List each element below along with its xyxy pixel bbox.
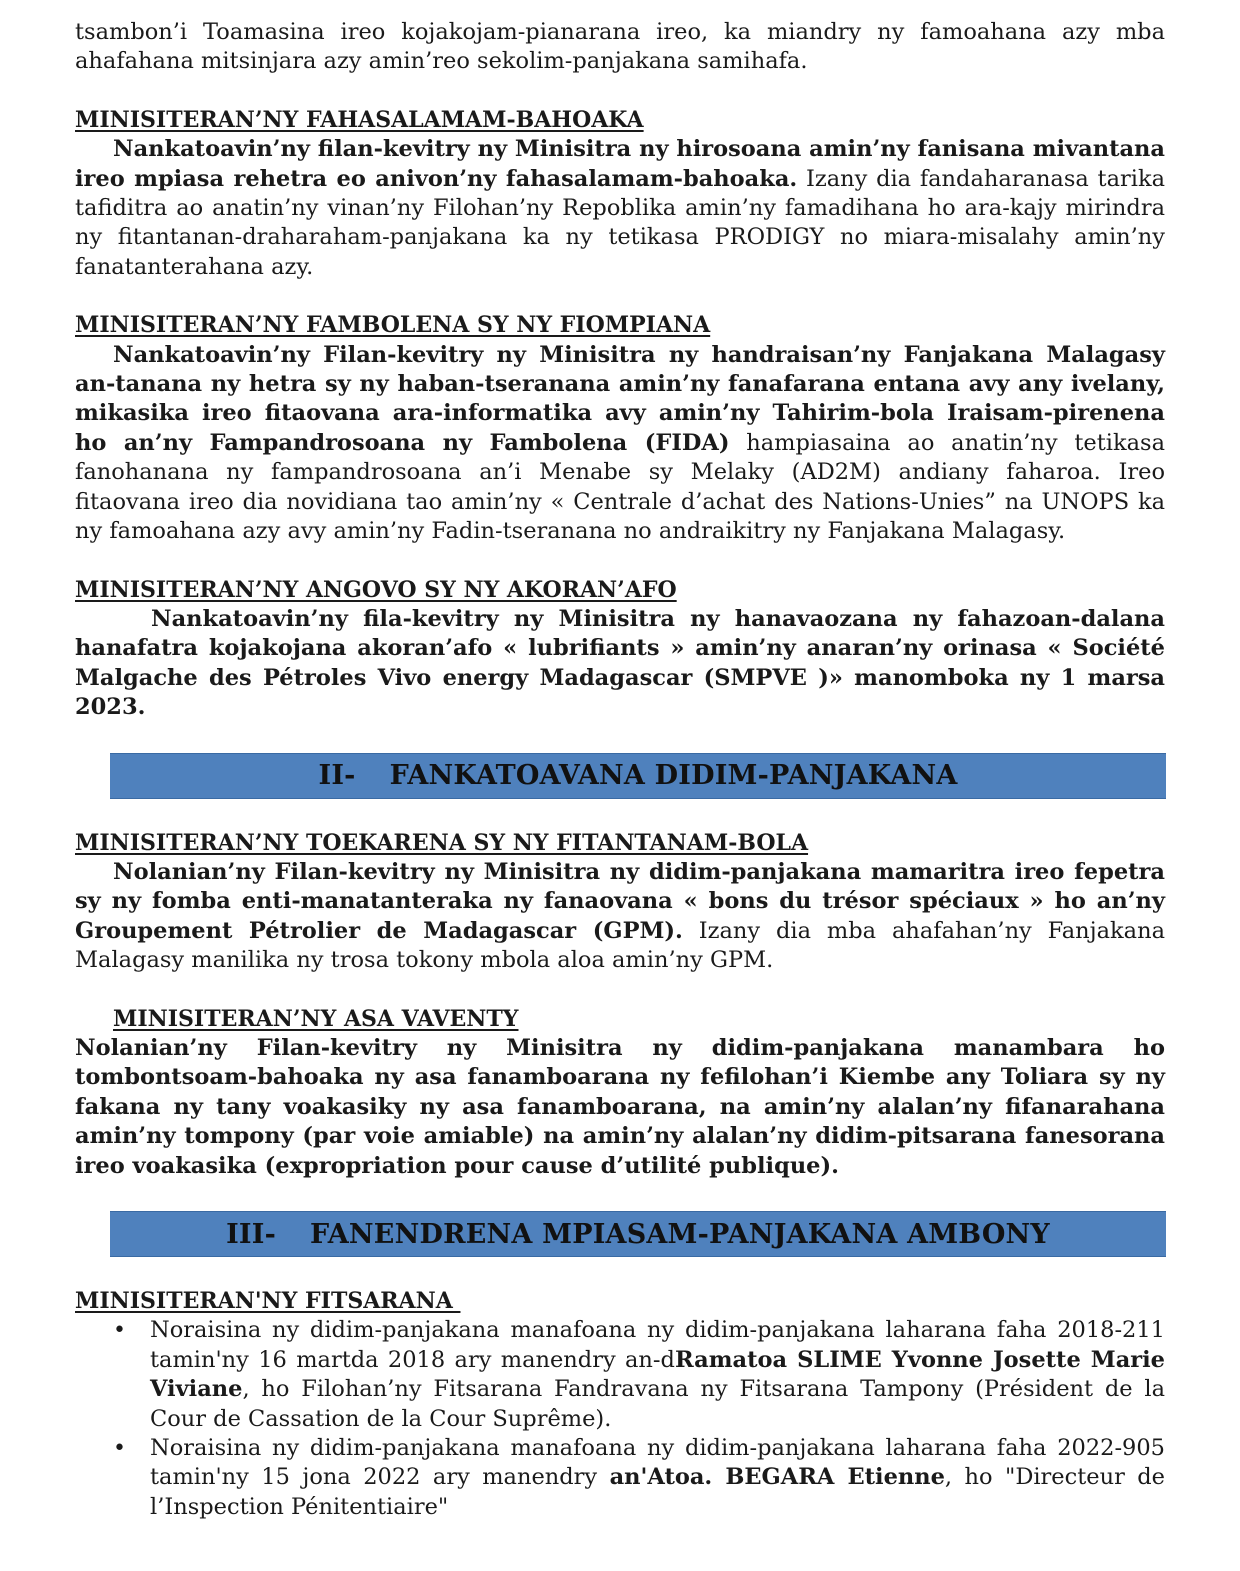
paragraph-public-works: Nolanian’ny Filan-kevitry ny Minisitra ny didim-panjakana manambara ho tombontsoam-bahoaka ny asa fanamboarana ny fefilohan’i Kiembe any Toliara sy ny fakana ny tany voakasiky ny asa fanamboarana, na amin’ny alalan’ny fifanarahana amin’ny tompony (par voie amiable) na amin’ny alalan’ny didim-pitsarana fanesorana ireo voakasika (expropriation pour cause d’utilité publique). xyxy=(75,1034,1165,1179)
section-banner-appointments xyxy=(110,1211,1166,1257)
list-item xyxy=(75,1316,1165,1434)
section-heading-energy: MINISITERAN’NY ANGOVO SY NY AKORAN’AFO xyxy=(75,576,677,603)
intro-paragraph: tsambon’i Toamasina ireo kojakojam-pianarana ireo, ka miandry ny famoahana azy mba ahafahana mitsinjara azy amin’reo sekolim-panjakana samihafa. xyxy=(75,19,1165,75)
paragraph-health-text: Izany dia fandaharanasa tarika tafiditra ao anatin’ny vinan’ny Filohan’ny Repoblika amin’ny famadihana ho ara-kajy mirindra ny fitantanan-draharaham-panjakana ka ny tetikasa PRODIGY no miara-misalahy amin’ny fanatanterahana azy. xyxy=(75,165,1165,280)
paragraph-finance-bold: Nolanian’ny Filan-kevitry ny Minisitra ny didim-panjakana mamaritra ireo fepetra sy ny fomba enti-manatanteraka ny fanaovana « bons du trésor spéciaux » ho an’ny Groupement Pétrolier de Madagascar (GPM). xyxy=(75,858,1165,944)
paragraph-finance xyxy=(75,858,1165,976)
list-item-text xyxy=(150,1434,1165,1522)
list-item-name: Ramatoa SLIME Yvonne Josette Marie Viviane xyxy=(150,1346,1165,1403)
banner-number: II- xyxy=(318,760,356,792)
bullet-icon: • xyxy=(113,1436,126,1462)
bullet-icon: • xyxy=(113,1318,126,1344)
banner-title: FANENDRENA MPIASAM-PANJAKANA AMBONY xyxy=(309,1218,1050,1250)
paragraph-agriculture-bold: Nankatoavin’ny Filan-kevitry ny Minisitra ny handraisan’ny Fanjakana Malagasy an-tanana ny hetra sy ny haban-tseranana amin’ny fanafarana entana avy any ivelany, mikasika ireo fitaovana ara-informatika avy amin’ny Tahirim-bola Iraisam-pirenena ho an’ny Fampandrosoana ny Fambolena (FIDA) xyxy=(75,341,1165,456)
document-page xyxy=(75,18,1165,1522)
section-heading-public-works: MINISITERAN’NY ASA VAVENTY xyxy=(113,1005,519,1032)
section-heading-justice: MINISITERAN'NY FITSARANA xyxy=(75,1288,461,1314)
list-item-name: an'Atoa. BEGARA Etienne xyxy=(609,1464,945,1491)
list-item-pre: Noraisina ny didim-panjakana manafoana ny didim-panjakana laharana faha 2018-211 tamin'ny 16 martda 2018 ary manendry an-d xyxy=(150,1317,1165,1373)
paragraph-health xyxy=(75,135,1165,282)
list-item-post: , ho Filohan’ny Fitsarana Fandravana ny Fitsarana Tampony (Président de la Cour de Cassation de la Cour Suprême). xyxy=(150,1376,1165,1432)
list-item xyxy=(75,1434,1165,1522)
section-heading-agriculture: MINISITERAN’NY FAMBOLENA SY NY FIOMPIANA xyxy=(75,312,711,339)
section-heading-finance: MINISITERAN’NY TOEKARENA SY NY FITANTANAM-BOLA xyxy=(75,829,809,856)
list-item-post: , ho "Directeur de l’Inspection Pénitentiaire" xyxy=(150,1464,1165,1520)
list-item-text xyxy=(150,1316,1165,1434)
paragraph-energy: Nankatoavin’ny fila-kevitry ny Minisitra ny hanavaozana ny fahazoan-dalana hanafatra kojakojana akoran’afo « lubrifiants » amin’ny anaran’ny orinasa « Société Malgache des Pétroles Vivo energy Madagascar (SMPVE )» manomboka ny 1 marsa 2023. xyxy=(75,605,1165,721)
banner-number: III- xyxy=(226,1218,276,1250)
appointment-list xyxy=(75,1316,1165,1522)
banner-title: FANKATOAVANA DIDIM-PANJAKANA xyxy=(389,760,958,792)
section-banner-decrees xyxy=(110,753,1166,799)
list-item-pre: Noraisina ny didim-panjakana manafoana ny didim-panjakana laharana faha 2022-905 tamin'ny 15 jona 2022 ary manendry xyxy=(150,1435,1165,1491)
paragraph-agriculture-text: hampiasaina ao anatin’ny tetikasa fanohanana ny fampandrosoana an’i Menabe sy Melaky (AD2M) andiany faharoa. Ireo fitaovana ireo dia novidiana tao amin’ny « Centrale d’achat des Nations-Unies” na UNOPS ka ny famoahana azy avy amin’ny Fadin-tseranana no andraikitry ny Fanjakana Malagasy. xyxy=(75,429,1165,545)
paragraph-health-bold: Nankatoavin’ny filan-kevitry ny Minisitra ny hirosoana amin’ny fanisana mivantana ireo mpiasa rehetra eo anivon’ny fahasalamam-bahoaka. xyxy=(75,136,1165,192)
paragraph-agriculture xyxy=(75,341,1165,547)
paragraph-finance-text: Izany dia mba ahafahan’ny Fanjakana Malagasy manilika ny trosa tokony mbola aloa amin’ny GPM. xyxy=(75,917,1165,974)
section-heading-health: MINISITERAN’NY FAHASALAMAM-BAHOAKA xyxy=(75,106,644,133)
